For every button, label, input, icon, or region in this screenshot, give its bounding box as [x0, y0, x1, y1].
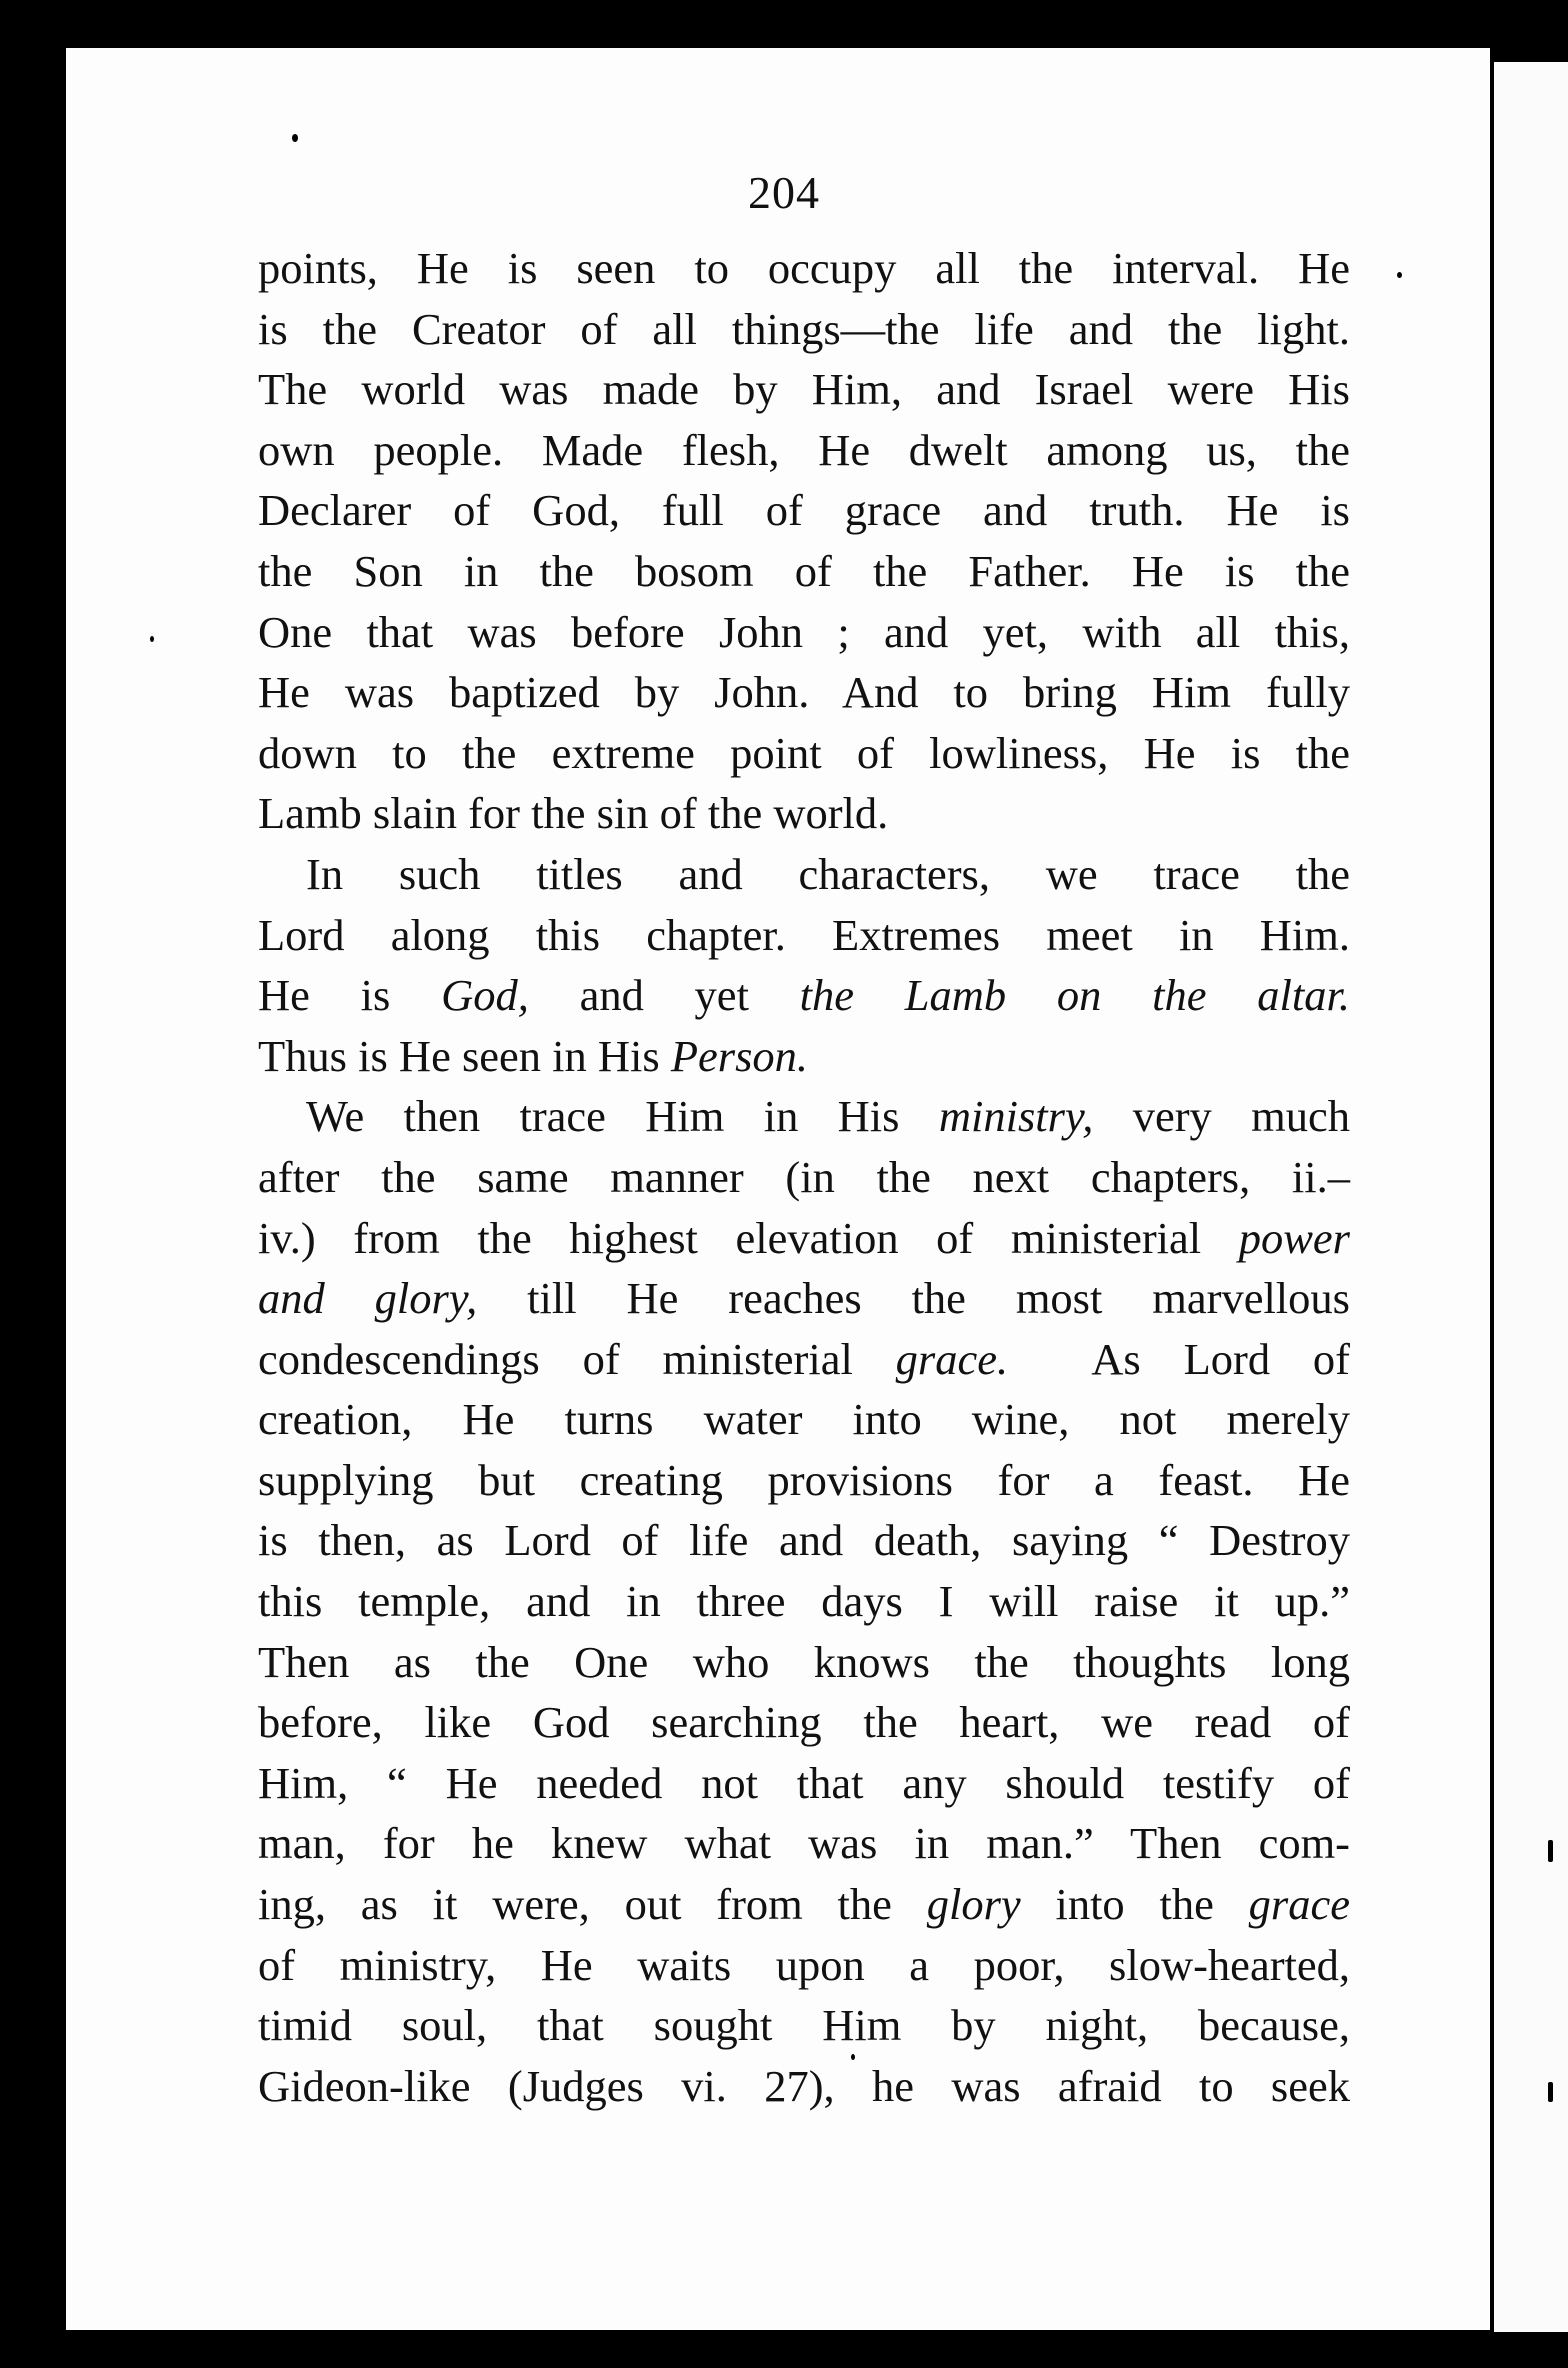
- italic-run: grace: [1248, 1879, 1350, 1930]
- text-line: is then, as Lord of life and death, saying “ Destroy: [258, 1515, 1350, 1566]
- italic-run: and glory,: [258, 1273, 478, 1324]
- text-line: the Son in the bosom of the Father. He is the: [258, 545, 1350, 596]
- text-line: own people. Made flesh, He dwelt among us, the: [258, 424, 1350, 475]
- text-run: condescendings of ministerial: [258, 1333, 896, 1384]
- adjacent-page-edge: [1494, 62, 1568, 2332]
- text-line: timid soul, that sought Him by night, because,: [258, 2000, 1350, 2051]
- text-line: [258, 1026, 1350, 1087]
- text-line: points, He is seen to occupy all the interval. He: [258, 243, 1350, 293]
- text-line: man, for he knew what was in man.” Then com-: [258, 1818, 1350, 1869]
- text-run: He is: [258, 970, 442, 1021]
- text-line: One that was before John ; and yet, with all this,: [258, 606, 1350, 657]
- text-run: very much: [1093, 1091, 1350, 1142]
- text-line: is the Creator of all things—the life and the light.: [258, 303, 1350, 354]
- text-line: [258, 1874, 1350, 1935]
- text-line: this temple, and in three days I will raise it up.”: [258, 1576, 1350, 1627]
- text-line: supplying but creating provisions for a feast. He: [258, 1454, 1350, 1505]
- text-run: Thus is He seen in His: [258, 1030, 671, 1081]
- text-line: Lamb slain for the sin of the world.: [258, 788, 889, 839]
- italic-run: power: [1238, 1212, 1350, 1263]
- text-run: till He reaches the most marvellous: [477, 1273, 1350, 1324]
- text-run: We then trace Him in His: [306, 1091, 939, 1142]
- text-run: ing, as it were, out from the: [258, 1879, 927, 1930]
- text-line: [258, 1086, 1350, 1147]
- text-line: after the same manner (in the next chapters, ii.–: [258, 1151, 1350, 1202]
- text-line: He was baptized by John. And to bring Him fully: [258, 667, 1350, 718]
- text-line: of ministry, He waits upon a poor, slow-hearted,: [258, 1939, 1350, 1990]
- page-number: 204: [748, 167, 820, 218]
- text-run: and yet: [528, 970, 800, 1021]
- italic-run: Person.: [670, 1030, 809, 1081]
- text-line: creation, He turns water into wine, not merely: [258, 1394, 1350, 1445]
- scan-speck: [1548, 1840, 1553, 1862]
- text-run: into the: [1020, 1879, 1249, 1930]
- scan-speck: [1548, 2082, 1553, 2102]
- text-line: In such titles and characters, we trace the: [306, 848, 1350, 899]
- text-line: Declarer of God, full of grace and truth. He is: [258, 485, 1350, 536]
- text-line: Gideon-like (Judges vi. 27), he was afraid to seek: [258, 2060, 1350, 2111]
- text-line: Him, “ He needed not that any should testify of: [258, 1757, 1350, 1808]
- text-line: Lord along this chapter. Extremes meet in Him.: [258, 909, 1350, 960]
- scan-speck: [292, 134, 298, 142]
- body-text: [258, 238, 1350, 2116]
- text-line: Then as the One who knows the thoughts long: [258, 1636, 1350, 1687]
- text-line: [258, 965, 1350, 1026]
- text-line: [258, 1268, 1350, 1329]
- italic-run: grace.: [895, 1333, 1009, 1384]
- text-line: [258, 1329, 1350, 1390]
- italic-run: the Lamb on the altar.: [799, 970, 1350, 1021]
- scan-speck: [1397, 272, 1402, 278]
- italic-run: ministry,: [938, 1091, 1094, 1142]
- scan-speck: [150, 636, 154, 642]
- text-line: [258, 1208, 1350, 1269]
- text-line: The world was made by Him, and Israel were His: [258, 364, 1350, 415]
- text-run: iv.) from the highest elevation of ministerial: [258, 1212, 1239, 1263]
- italic-run: God,: [441, 970, 529, 1021]
- text-run: As Lord of: [1008, 1333, 1350, 1384]
- text-line: down to the extreme point of lowliness, He is the: [258, 727, 1350, 778]
- italic-run: glory: [926, 1879, 1021, 1930]
- text-line: before, like God searching the heart, we read of: [258, 1697, 1350, 1748]
